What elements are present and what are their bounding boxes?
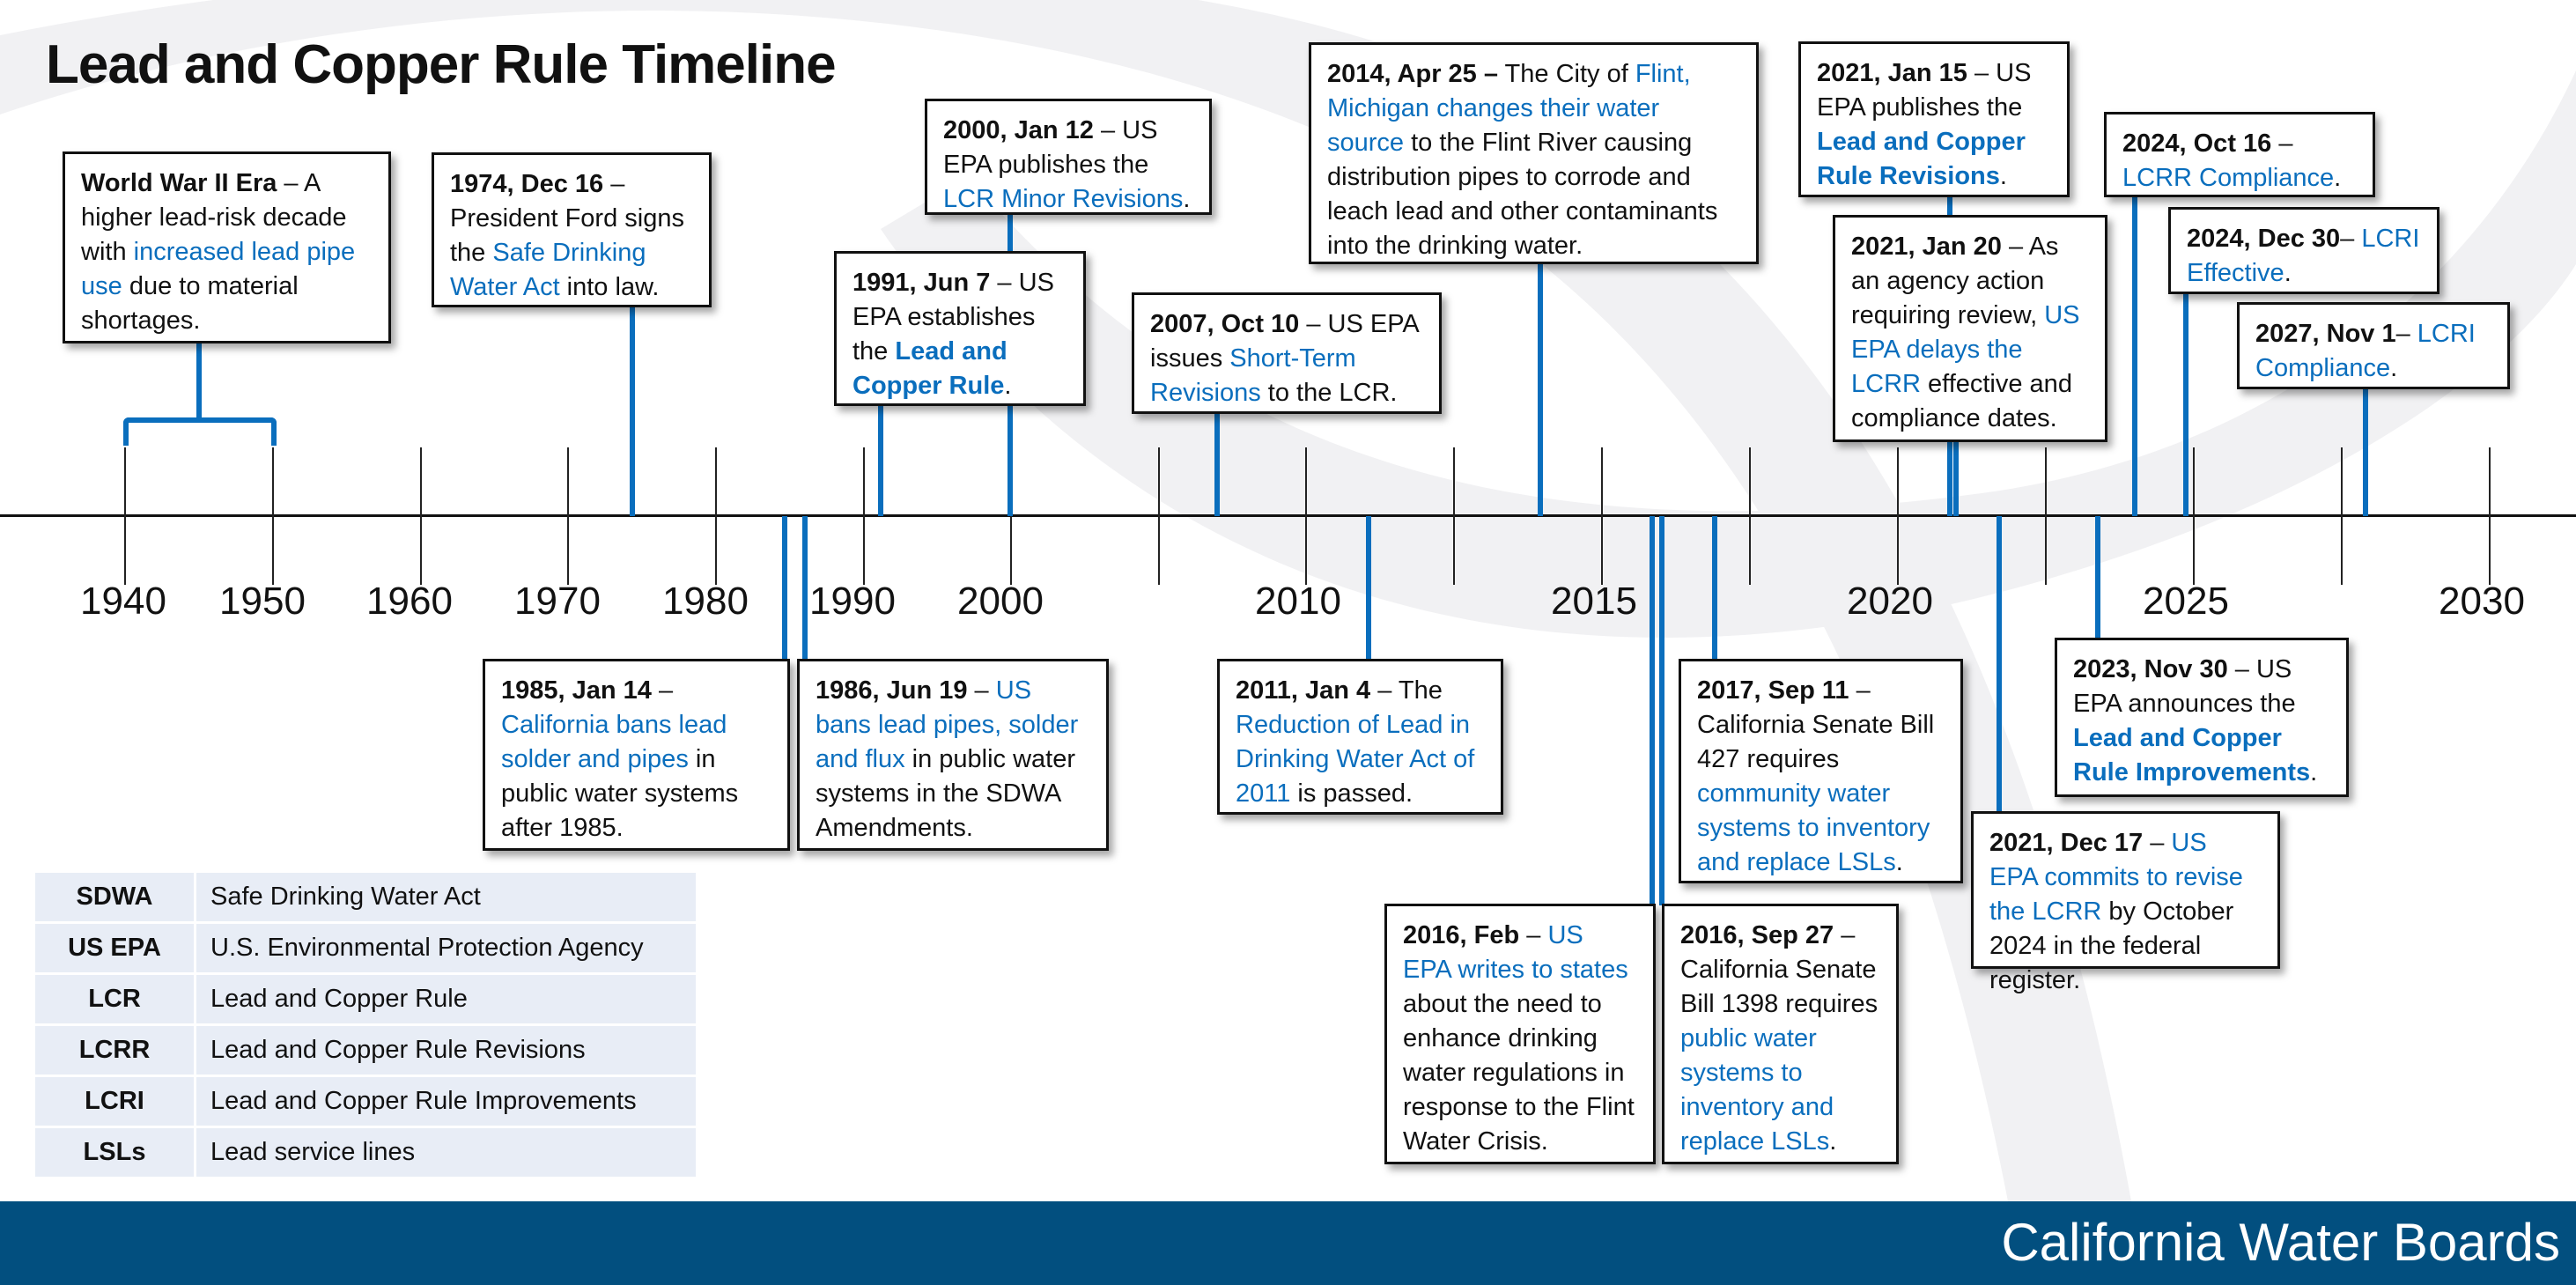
year-label: 2010 [1255,580,1341,623]
year-label: 1970 [514,580,601,623]
year-label: 1950 [219,580,306,623]
event-2021-dec17: 2021, Dec 17 – US EPA commits to revise the LCRR by October 2024 in the federal register. [1971,811,2280,969]
event-1991: 1991, Jun 7 – US EPA establishes the Lead and Copper Rule. [834,251,1086,406]
tick-2005 [1158,447,1160,585]
legend-definition: Lead and Copper Rule Improvements [196,1077,696,1126]
tick-2022 [2045,447,2047,585]
connector-line [1953,440,1959,516]
tick-2030 [2489,447,2491,585]
event-2027-nov1: 2027, Nov 1– LCRI Compliance. [2237,302,2510,389]
event-1986: 1986, Jun 19 – US bans lead pipes, solder and flux in public water systems in the SDWA Amendments. [797,659,1109,851]
tick-2015 [1601,447,1603,585]
legend-row [35,924,696,972]
event-2021-jan15: 2021, Jan 15 – US EPA publishes the Lead and Copper Rule Revisions. [1798,41,2070,197]
legend-abbr: US EPA [35,924,194,972]
year-label: 1960 [366,580,453,623]
connector-line [2183,293,2188,516]
footer-brand: California Water Boards [2001,1213,2560,1272]
year-label: 1940 [80,580,166,623]
event-2011: 2011, Jan 4 – The Reduction of Lead in Drinking Water Act of 2011 is passed. [1217,659,1503,815]
legend-definition: Lead and Copper Rule [196,975,696,1023]
legend-row [35,1026,696,1075]
legend-row [35,1128,696,1177]
legend-abbr: LSLs [35,1128,194,1177]
year-label: 2020 [1847,580,1933,623]
event-2016-feb: 2016, Feb – US EPA writes to states about the need to enhance drinking water regulations in response to the Flint Water Crisis. [1384,904,1656,1164]
connector-line [1538,263,1543,516]
tick-1990 [863,447,865,585]
year-label: 1990 [809,580,896,623]
tick-2027 [2341,447,2343,585]
legend-definition: Safe Drinking Water Act [196,873,696,921]
timeline-axis [0,514,2576,517]
connector-line [782,516,787,661]
event-1974: 1974, Dec 16 – President Ford signs the Safe Drinking Water Act into law. [432,152,712,307]
event-1985: 1985, Jan 14 – California bans lead solder and pipes in public water systems after 1985. [483,659,790,851]
event-2024-oct16: 2024, Oct 16 – LCRR Compliance. [2104,112,2375,197]
tick-1950 [272,447,274,585]
legend-row [35,975,696,1023]
tick-2017 [1749,447,1751,585]
footer-bar [0,1201,2576,1285]
event-wwii: World War II Era – A higher lead-risk decade with increased lead pipe use due to material shortages. [63,151,391,343]
legend-definition: Lead and Copper Rule Revisions [196,1026,696,1075]
event-2023-nov30: 2023, Nov 30 – US EPA announces the Lead and Copper Rule Improvements. [2055,638,2349,797]
tick-1940 [124,447,126,585]
legend-abbr: LCRI [35,1077,194,1126]
page-title: Lead and Copper Rule Timeline [46,34,836,95]
legend-abbr: LCR [35,975,194,1023]
event-2021-jan20: 2021, Jan 20 – As an agency action requiring review, US EPA delays the LCRR effective and compliance dates. [1833,215,2107,442]
year-label: 2015 [1551,580,1637,623]
legend-abbr: SDWA [35,873,194,921]
connector-line [1214,413,1220,516]
connector-line [1650,516,1655,905]
wwii-bracket [123,417,277,446]
connector-line [1366,516,1371,661]
year-label: 2000 [957,580,1044,623]
event-2016-sep27: 2016, Sep 27 – California Senate Bill 1398 requires public water systems to inventory and replace LSLs. [1662,904,1899,1164]
year-label: 2025 [2143,580,2229,623]
tick-2025 [2193,447,2195,585]
connector-line [2363,388,2368,516]
event-2007: 2007, Oct 10 – US EPA issues Short-Term Revisions to the LCR. [1132,292,1442,414]
connector-line [2095,516,2100,639]
tick-1970 [567,447,569,585]
event-2017: 2017, Sep 11 – California Senate Bill 427 requires community water systems to inventory and replace LSLs. [1679,659,1963,883]
legend-row [35,1077,696,1126]
connector-line [630,306,635,516]
connector-line [196,342,202,421]
tick-1980 [715,447,717,585]
acronym-legend [33,870,698,1179]
year-label: 1980 [662,580,749,623]
tick-2010 [1305,447,1307,585]
tick-2012 [1453,447,1455,585]
legend-row [35,873,696,921]
legend-definition: U.S. Environmental Protection Agency [196,924,696,972]
connector-line [1712,516,1717,661]
event-2014: 2014, Apr 25 – The City of Flint, Michigan changes their water source to the Flint River causing distribution pipes to corrode and leach lead and other contaminants into the drinking water. [1309,42,1759,264]
tick-1960 [420,447,422,585]
connector-line [1659,516,1664,905]
legend-definition: Lead service lines [196,1128,696,1177]
connector-line [878,405,883,516]
legend-abbr: LCRR [35,1026,194,1075]
year-label: 2030 [2439,580,2525,623]
event-2024-dec30: 2024, Dec 30– LCRI Effective. [2168,207,2439,294]
connector-line [2132,196,2137,516]
connector-line [1997,516,2002,813]
tick-2020 [1897,447,1899,585]
event-2000: 2000, Jan 12 – US EPA publishes the LCR Minor Revisions. [925,99,1212,215]
connector-line [802,516,808,661]
